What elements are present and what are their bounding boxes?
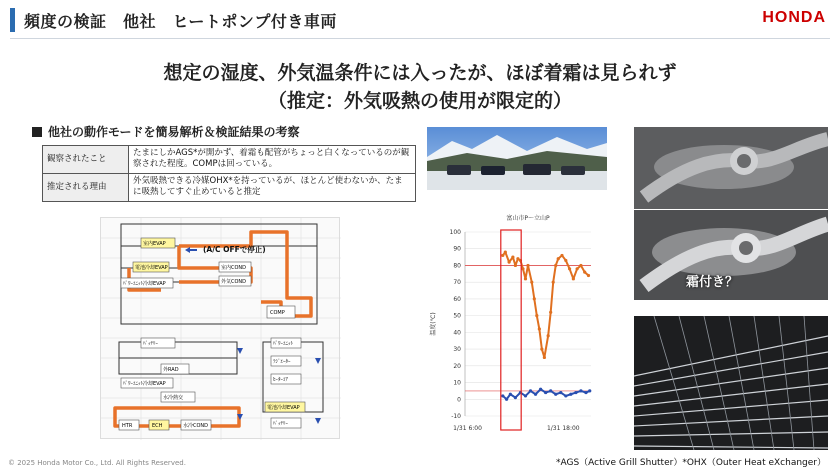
circuit-diagram-svg <box>101 218 341 440</box>
chart-series-line-0 <box>503 252 589 357</box>
chart-data-point <box>572 277 575 280</box>
block-label: HTR <box>122 423 133 429</box>
ac-off-label: (A/C OFFで停止) <box>203 245 266 254</box>
chart-y-tick-label: 40 <box>453 329 461 337</box>
chart-y-tick-label: 80 <box>453 262 461 270</box>
block-label: COMP <box>270 310 285 316</box>
chart-data-point <box>579 264 582 267</box>
chart-data-point <box>549 389 552 392</box>
block-label: ﾗｼﾞｴｰﾀｰ <box>273 359 291 365</box>
chart-data-point <box>559 391 562 394</box>
block-label: 電池冷却EVAP <box>135 265 168 271</box>
temperature-chart-svg <box>425 210 597 442</box>
chart-data-point <box>524 277 527 280</box>
block-label: 外RAD <box>163 367 179 373</box>
chart-data-point <box>514 396 517 399</box>
section-heading-text: 他社の動作モードを簡易解析＆検証結果の考察 <box>48 125 300 139</box>
chart-data-point <box>524 394 527 397</box>
block-label: ﾊﾟﾜｰﾕﾆｯﾄ冷却EVAP <box>123 281 166 287</box>
table-key-cell: 推定される理由 <box>43 173 129 201</box>
block-label: 室内COND <box>221 265 247 271</box>
chart-title: 富山市P〜立山P <box>506 215 550 222</box>
chart-data-point <box>521 267 524 270</box>
chart-y-tick-label: 60 <box>453 295 461 303</box>
chart-data-point <box>560 254 563 257</box>
block-label: 電池冷却EVAP <box>267 405 300 411</box>
block-label: ECH <box>152 423 163 429</box>
snow-parking-photo <box>427 127 607 190</box>
table-row <box>43 146 416 174</box>
headline-line-1: 想定の湿度、外気温条件には入ったが、ほぼ着霜は見られず <box>163 62 677 84</box>
block-label: ﾊﾞｯﾃﾘｰ <box>273 421 289 427</box>
chart-data-point <box>530 281 533 284</box>
chart-data-point <box>554 393 557 396</box>
block-label: 水冷熱交 <box>163 395 184 401</box>
chart-data-point <box>583 271 586 274</box>
chart-data-point <box>509 393 512 396</box>
chart-y-tick-label: 100 <box>449 229 461 236</box>
table-value-cell: 外気吸熱できる冷媒OHX*を持っているが、ほとんど使わないか、たまに吸熱してすぐ止めていると推定 <box>129 173 416 201</box>
header-divider <box>10 38 830 39</box>
chart-data-point <box>547 334 550 337</box>
slide-header <box>0 0 840 40</box>
chart-data-point <box>564 259 567 262</box>
chart-data-point <box>540 347 543 350</box>
chart-y-axis-label: 温度(℃) <box>430 312 437 336</box>
block-label: ﾋｰﾀｰｺｱ <box>273 377 289 383</box>
block-label: ﾊﾞｯﾃﾘｰ <box>143 341 159 347</box>
chart-y-tick-label: 70 <box>453 279 461 287</box>
chart-data-point <box>576 267 579 270</box>
chart-y-tick-label: 0 <box>457 396 461 404</box>
chart-data-point <box>533 297 536 300</box>
frost-question-label: 霜付き？ <box>686 275 739 290</box>
chart-data-point <box>539 388 542 391</box>
chart-data-point <box>552 281 555 284</box>
headline-line-2: （推定：外気吸熱の使用が限定的） <box>267 90 572 112</box>
chart-data-point <box>501 254 504 257</box>
chart-data-point <box>579 389 582 392</box>
chart-x-tick-label: 1/31 6:00 <box>453 425 482 432</box>
table-row <box>43 173 416 201</box>
chart-y-tick-label: -10 <box>451 413 461 420</box>
chart-data-point <box>568 267 571 270</box>
chart-data-point <box>554 264 557 267</box>
brand-logo: HONDA <box>762 9 826 26</box>
chart-data-point <box>529 389 532 392</box>
chart-y-tick-label: 30 <box>453 346 461 354</box>
circuit-diagram <box>100 217 340 439</box>
chart-data-point <box>557 257 560 260</box>
header-accent-bar <box>10 8 15 32</box>
chart-data-point <box>569 393 572 396</box>
chart-data-point <box>587 274 590 277</box>
chart-data-point <box>544 391 547 394</box>
chart-data-point <box>514 264 517 267</box>
abbreviation-note: *AGS（Active Grill Shutter）*OHX（Outer Heat eXchanger） <box>555 458 826 468</box>
block-label: 外気COND <box>221 279 247 285</box>
observation-table <box>42 145 416 202</box>
chart-data-point <box>543 356 546 359</box>
chart-data-point <box>504 250 507 253</box>
chart-data-point <box>584 391 587 394</box>
chart-data-point <box>505 398 508 401</box>
bullet-square-icon <box>32 127 42 137</box>
chart-y-tick-label: 10 <box>453 379 461 387</box>
chart-data-point <box>501 394 504 397</box>
slide-title: 頻度の検証 他社 ヒートポンプ付き車両 <box>24 12 337 31</box>
temperature-chart <box>425 210 597 442</box>
chart-data-point <box>508 261 511 264</box>
chart-y-tick-label: 50 <box>453 312 461 320</box>
heat-exchanger-photo <box>634 316 828 450</box>
block-label: 水冷COND <box>183 423 209 429</box>
chart-data-point <box>574 391 577 394</box>
section-heading <box>32 123 300 140</box>
chart-x-tick-label: 1/31 18:00 <box>546 425 580 432</box>
block-label: ﾊﾟﾜｰﾕﾆｯﾄ冷却EVAP <box>123 381 166 387</box>
chart-data-point <box>588 389 591 392</box>
pipe-photo-top <box>634 127 828 209</box>
chart-data-point <box>535 314 538 317</box>
chart-data-point <box>534 393 537 396</box>
chart-data-point <box>526 264 529 267</box>
chart-data-point <box>511 255 514 258</box>
chart-data-point <box>564 394 567 397</box>
block-label: 室内EVAP <box>143 241 166 247</box>
chart-y-tick-label: 90 <box>453 245 461 253</box>
copyright-footer: © 2025 Honda Motor Co., Ltd. All Rights Reserved. <box>8 459 186 467</box>
block-label: ﾊﾟﾜｰﾕﾆｯﾄ <box>273 341 294 347</box>
table-key-cell: 観察されたこと <box>43 146 129 174</box>
chart-y-tick-label: 20 <box>453 362 461 370</box>
chart-data-point <box>549 311 552 314</box>
chart-data-point <box>538 327 541 330</box>
table-value-cell: たまにしかAGS*が開かず、着霜も配管がちょっと白くなっているのが観察された程度。COMPは回っている。 <box>129 146 416 174</box>
